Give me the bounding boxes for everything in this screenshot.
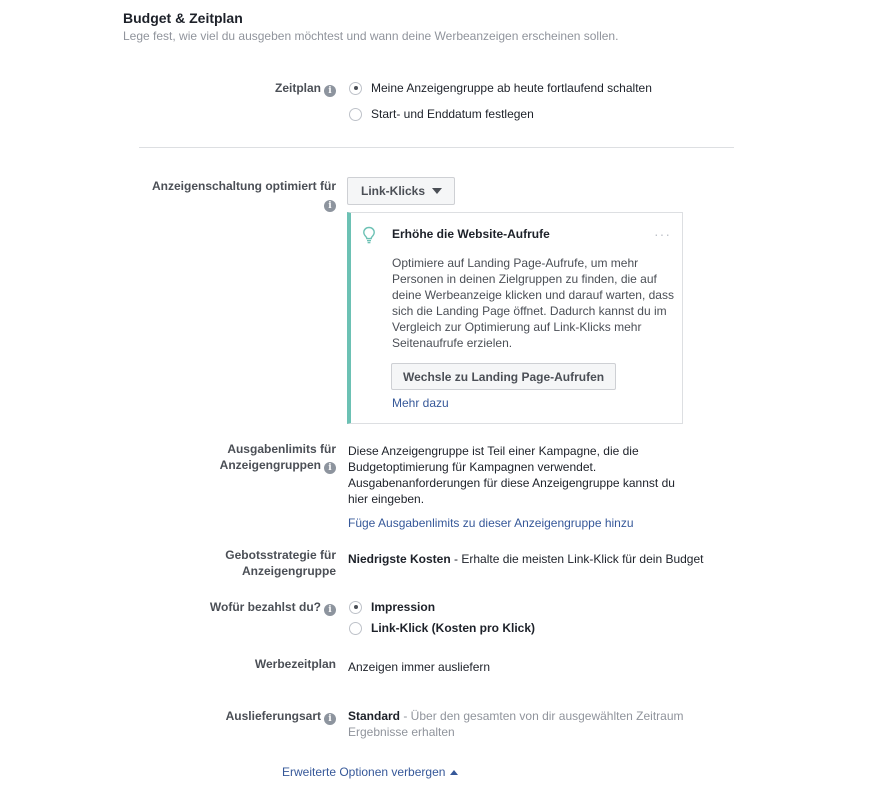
ad-scheduling-label <box>255 656 336 672</box>
caret-up-icon <box>450 770 458 775</box>
ad-scheduling-value: Anzeigen immer ausliefern <box>348 660 491 674</box>
spend-limits-label-line2: Anzeigengruppen <box>219 458 321 472</box>
bid-strategy-label <box>225 547 336 579</box>
suggestion-body: Optimiere auf Landing Page-Aufrufe, um mehr Personen in deinen Zielgruppen zu finden, die auf deine Werbeanzeige klicken und darauf warten, dass sich die Landing Page öffnet. Dadurch kannst du im Vergleich zur Optimierung auf Link-Klicks mehr Seitenaufrufe erzielen. <box>392 256 674 350</box>
radio-checked[interactable] <box>349 82 362 95</box>
schedule-option-dates[interactable] <box>349 106 534 122</box>
bid-strategy-description: - Erhalte die meisten Link-Klick für dein Budget <box>450 552 704 566</box>
learn-more-link[interactable]: Mehr dazu <box>392 396 449 410</box>
optimization-label-text: Anzeigenschaltung optimiert für <box>151 179 336 193</box>
caret-down-icon <box>432 188 442 194</box>
delivery-type-label-text: Auslieferungsart <box>225 709 321 723</box>
billing-option-impression[interactable] <box>349 599 435 615</box>
radio-unchecked[interactable] <box>349 108 362 121</box>
spend-limits-label <box>220 441 336 474</box>
info-icon[interactable]: i <box>324 604 336 616</box>
radio-unchecked[interactable] <box>349 622 362 635</box>
ad-scheduling-label-text: Werbezeitplan <box>254 657 336 671</box>
delivery-type-name: Standard <box>348 709 401 723</box>
delivery-type-value <box>348 708 684 740</box>
bid-strategy-value <box>348 551 703 567</box>
section-subtitle: Lege fest, wie viel du ausgeben möchtest und wann deine Werbeanzeigen erscheinen sollen. <box>123 29 619 43</box>
schedule-label <box>275 80 336 97</box>
lightbulb-icon <box>362 226 376 244</box>
billing-label-text: Wofür bezahlst du? <box>209 600 321 614</box>
optimization-selected: Link-Klicks <box>361 184 426 198</box>
switch-to-landing-page-button[interactable]: Wechsle zu Landing Page-Aufrufen <box>391 363 616 390</box>
bid-strategy-label-line1: Gebotsstrategie für <box>225 548 336 562</box>
info-icon[interactable]: i <box>324 85 336 97</box>
hide-advanced-options-label: Erweiterte Optionen verbergen <box>282 765 446 779</box>
radio-checked[interactable] <box>349 601 362 614</box>
divider <box>139 147 734 148</box>
spend-limits-label-line1: Ausgabenlimits für <box>227 442 336 456</box>
schedule-option-label: Meine Anzeigengruppe ab heute fortlaufend schalten <box>371 81 652 95</box>
delivery-type-label <box>226 708 336 725</box>
schedule-label-text: Zeitplan <box>274 81 321 95</box>
bid-strategy-name: Niedrigste Kosten <box>348 552 451 566</box>
add-spend-limits-link[interactable]: Füge Ausgabenlimits zu dieser Anzeigengruppe hinzu <box>348 516 634 530</box>
info-icon[interactable]: i <box>324 200 336 212</box>
billing-label <box>210 599 336 616</box>
suggestion-title: Erhöhe die Website-Aufrufe <box>392 227 550 241</box>
schedule-option-label: Start- und Enddatum festlegen <box>371 107 534 121</box>
schedule-option-ongoing[interactable] <box>349 80 652 96</box>
billing-option-label: Impression <box>371 600 436 614</box>
more-dots-icon[interactable]: ··· <box>654 226 671 242</box>
hide-advanced-options-link[interactable] <box>282 765 458 779</box>
optimization-dropdown[interactable] <box>347 177 455 205</box>
billing-option-link-click[interactable] <box>349 620 535 636</box>
info-icon[interactable]: i <box>324 713 336 725</box>
delivery-type-desc-line2: Ergebnisse erhalten <box>348 725 455 739</box>
bid-strategy-label-line2: Anzeigengruppe <box>241 564 336 578</box>
billing-option-label: Link-Klick (Kosten pro Klick) <box>371 621 536 635</box>
optimization-label <box>152 178 336 212</box>
delivery-type-desc-line1: - Über den gesamten von dir ausgewählten Zeitraum <box>400 709 684 723</box>
info-icon[interactable]: i <box>324 462 336 474</box>
section-title: Budget & Zeitplan <box>123 10 243 26</box>
spend-limits-text: Diese Anzeigengruppe ist Teil einer Kampagne, die die Budgetoptimierung für Kampagnen verwendet. Ausgabenanforderungen für diese Anzeigengruppe kannst du hier eingeben. <box>348 444 675 506</box>
